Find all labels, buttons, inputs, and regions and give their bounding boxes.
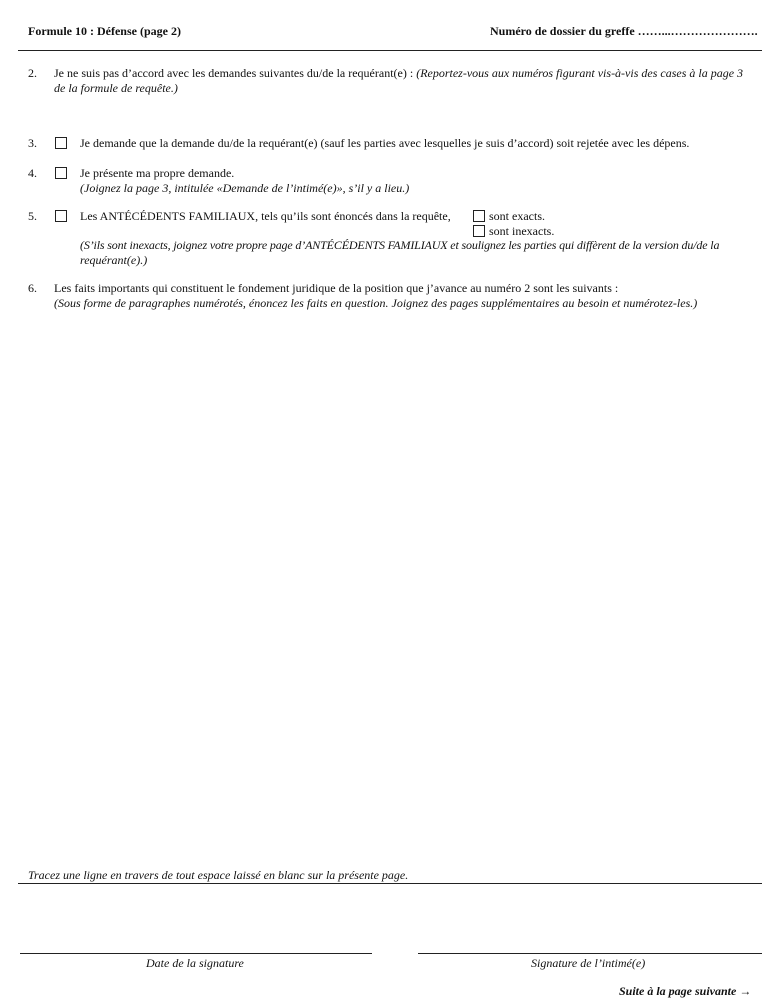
respondent-signature-label: Signature de l’intimé(e): [531, 956, 646, 970]
item-6-text: Les faits importants qui constituent le fondement juridique de la position que j’avance au numéro 2 sont les suivants :: [54, 281, 619, 295]
item-2-note-line2: de la formule de requête.): [54, 81, 178, 95]
item-3-number: 3.: [28, 136, 37, 150]
exact-label: sont exacts.: [489, 209, 545, 223]
item-5-note-line2: requérant(e).): [80, 253, 148, 267]
item-2-note-line1: (Reportez-vous aux numéros figurant vis-à-vis des cases à la page 3: [416, 66, 744, 80]
item-4-text: Je présente ma propre demande.: [80, 166, 235, 180]
exact-checkbox[interactable]: [473, 210, 485, 222]
item-3-checkbox[interactable]: [55, 137, 67, 149]
item-5-text: Les ANTÉCÉDENTS FAMILIAUX, tels qu’ils sont énoncés dans la requête,: [80, 209, 451, 223]
item-4-checkbox[interactable]: [55, 167, 67, 179]
item-6-note: (Sous forme de paragraphes numérotés, énoncez les faits en question. Joignez des pages supplémentaires au besoin et numérotez-les.): [54, 296, 698, 310]
item-2-text: Je ne suis pas d’accord avec les demandes suivantes du/de la requérant(e) :: [54, 66, 414, 80]
date-signature-label: Date de la signature: [146, 956, 244, 970]
item-5-note-line1: (S’ils sont inexacts, joignez votre propre page d’ANTÉCÉDENTS FAMILIAUX et soulignez les parties qui diffèrent de la version du/de la: [80, 238, 720, 252]
respondent-signature-line[interactable]: [418, 953, 762, 954]
date-signature-line[interactable]: [20, 953, 372, 954]
item-4-note: (Joignez la page 3, intitulée «Demande de l’intimé(e)», s’il y a lieu.): [80, 181, 410, 195]
form-title: Formule 10 : Défense (page 2): [28, 24, 181, 38]
file-number-label: Numéro de dossier du greffe ……...………………….: [490, 24, 758, 38]
item-2: [54, 66, 764, 81]
item-2-number: 2.: [28, 66, 37, 80]
item-3-text: Je demande que la demande du/de la requérant(e) (sauf les parties avec lesquelles je suis d’accord) soit rejetée avec les dépens.: [80, 136, 690, 150]
item-6-number: 6.: [28, 281, 37, 295]
header-divider: [18, 50, 762, 51]
inexact-label: sont inexacts.: [489, 224, 555, 238]
item-5-checkbox[interactable]: [55, 210, 67, 222]
item-5-number: 5.: [28, 209, 37, 223]
inexact-checkbox[interactable]: [473, 225, 485, 237]
blank-space-instruction: Tracez une ligne en travers de tout espace laissé en blanc sur la présente page.: [28, 868, 409, 882]
footer-divider: [18, 883, 762, 884]
item-4-number: 4.: [28, 166, 37, 180]
continue-next-page: Suite à la page suivante →: [619, 984, 752, 998]
facts-writing-area[interactable]: [18, 320, 762, 860]
